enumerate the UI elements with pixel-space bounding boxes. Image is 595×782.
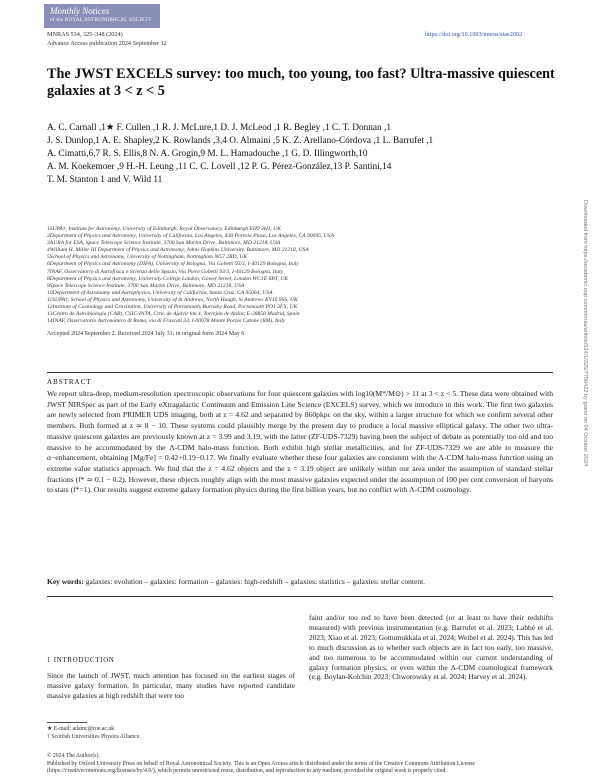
copyright-line1: © 2024 The Author(s).	[47, 753, 100, 759]
keywords	[47, 577, 557, 586]
doi-link[interactable]: https://doi.org/10.1093/mnras/stae2092	[425, 31, 523, 38]
affiliation: 13Centro de Astrobiología (CAB), CSIC-INTA, Ctra. de Ajalvir km 4, Torrejón de Ardoz, E-28850 Madrid, Spain	[47, 311, 300, 318]
paper-title: The JWST EXCELS survey: too much, too young, too fast? Ultra-massive quiescent galaxies at 3 < z < 5	[47, 66, 555, 99]
affiliation: 9Space Telescope Science Institute, 3700 San Martin Drive, Baltimore, MD 21218, USA	[47, 282, 245, 289]
affiliation: 5School of Physics and Astronomy, University of Nottingham, Nottingham NG7 2RD, UK	[47, 254, 248, 261]
affiliations	[47, 226, 567, 325]
abstract-text: We report ultra-deep, medium-resolution spectroscopic observations for four quiescent galaxies with log10(M*/M⊙) > 11 at 3 < z < 5. These data were obtained with JWST NIRSpec as part of the Early eXtragalactic Continuum and Emission Line Science (EXCELS) survey, which we introduce in this work. The first two galaxies are newly selected from PRIMER UDS imaging, both at z = 4.62 and separated by 860pkpc on the sky, within a larger structure for which we confirm several other members. Both formed at z ≃ 8 − 10. These systems could plausibly merge by the present day to produce a local massive elliptical galaxy. The other two ultra-massive quiescent galaxies are previously known at z = 3.99 and 3.19, with the latter (ZF-UDS-7329) having been the subject of debate as potentially too old and too massive to be accommodated by the Λ-CDM halo-mass function. Both exhibit high stellar metallicities, and for ZF-UDS-7329 we are able to measure the α−enhancement, obtaining [Mg/Fe] = 0.42+0.19−0.17. We finally evaluate whether these four galaxies are consistent with the Λ-CDM halo-mass function using an extreme value statistics approach. We find that the z = 4.62 objects and the z = 3.19 object are unlikely within our area under the assumption of standard stellar fractions (f* ≃ 0.1 − 0.2). However, these objects roughly align with the most massive galaxies expected under the assumption of 100 per cent conversion of baryons to stars (f*=1). Our results suggest extreme galaxy formation physics during the first billion years, but no conflict with Λ-CDM cosmology.	[47, 389, 553, 495]
logo-line1: Monthly Notices	[50, 6, 110, 16]
journal-logo	[44, 4, 160, 28]
received-dates: Accepted 2024 September 2. Received 2024 July 31; in original form 2024 May 6	[47, 331, 245, 337]
affiliation: 6Department of Physics and Astronomy (DIFA), University of Bologna, Via Gobetti 93/2, I-40129 Bologna, Italy	[47, 261, 299, 268]
affiliation: 7INAF, Osservatorio di Astrofisica e Scienza dello Spazio, Via Piero Gobetti 93/3, I-40129 Bologna, Italy	[47, 268, 284, 275]
copyright-notice	[47, 753, 553, 776]
citation-line	[47, 30, 167, 48]
keywords-list: galaxies: evolution – galaxies: formation – galaxies: high-redshift – galaxies: statistics – galaxies: stellar content.	[85, 577, 426, 586]
copyright-line2: Published by Oxford University Press on behalf of Royal Astronomical Society. This is an Open Access article distributed under the terms of the Creative Commons Attribution License (https://creativecommons.org/licenses/by/4.0/), which permits unrestricted reuse, distribution, and reproduction in any medium, provided the original work is properly cited.	[47, 760, 475, 775]
footnote-email[interactable]: ★ E-mail: adamc@roe.ac.uk	[47, 726, 115, 732]
section-heading: 1 INTRODUCTION	[47, 657, 115, 664]
author-line[interactable]: A. M. Koekemoer ,9 H.-H. Leung ,11 C. C. Lovell ,12 P. G. Pérez-González,13 P. Santini,14	[47, 162, 392, 172]
affiliation: 11SUPA†, School of Physics and Astronomy, University of St Andrews, North Haugh, St Andrews KY16 9SS, UK	[47, 296, 298, 303]
author-line[interactable]: A. Cimatti,6,7 R. S. Ellis,8 N. A. Grogin,9 M. L. Hamadouche ,1 G. D. Illingworth,10	[47, 149, 368, 159]
affiliation: 8Department of Physics and Astronomy, University College London, Gower Street, London WC1E 6BT, UK	[47, 275, 288, 282]
footnotes	[47, 722, 141, 741]
author-line[interactable]: J. S. Dunlop,1 A. E. Shapley,2 K. Rowlands ,3,4 O. Almaini ,5 K. Z. Arellano-Córdova ,1 L. Barrufet ,1	[47, 136, 434, 146]
affiliation: 2Department of Physics and Astronomy, University of California, Los Angeles, 430 Portola Plaza, Los Angeles, CA 90095, USA	[47, 233, 334, 240]
affiliation: 1SUPA†, Institute for Astronomy, University of Edinburgh, Royal Observatory, Edinburgh EH9 3HJ, UK	[47, 226, 281, 232]
affiliation: 4William H. Miller III Department of Physics and Astronomy, Johns Hopkins University, Baltimore, MD 21218, USA	[47, 247, 309, 254]
citation: MNRAS 534, 325–348 (2024)	[47, 31, 123, 38]
download-sidebar	[580, 200, 589, 630]
logo-line2: of the ROYAL ASTRONOMICAL SOCIETY	[50, 18, 153, 23]
download-notice: Downloaded from https://academic.oup.com/mnras/article/534/1/325/7756422 by guest on 04 October 2024	[582, 200, 588, 467]
abstract-top-divider	[47, 372, 553, 373]
advance-access: Advance Access publication 2024 September 12	[47, 40, 167, 47]
intro-column-left: Since the launch of JWST, much attention has focused on the earliest stages of massive galaxy formation. In particular, many studies have reported candidate massive galaxies at high redshift that were too	[47, 671, 295, 700]
footnote-divider	[47, 722, 87, 723]
affiliation: 3AURA for ESA, Space Telescope Science Institute, 3700 San Martin Drive, Baltimore, MD 21218, USA	[47, 240, 281, 247]
keywords-bottom-divider	[47, 596, 553, 597]
keywords-label: Key words:	[47, 577, 84, 586]
affiliation: 10Department of Astronomy and Astrophysics, University of California, Santa Cruz, CA 95064, USA	[47, 289, 273, 296]
affiliation: 12Institute of Cosmology and Gravitation, University of Portsmouth, Burnaby Road, Portsmouth PO1 3FX, UK	[47, 304, 298, 311]
author-line[interactable]: T. M. Stanton 1 and V. Wild 11	[47, 175, 163, 185]
abstract-heading: ABSTRACT	[47, 378, 92, 386]
intro-column-right: faint and/or too red to have been detected (or at least to have their redshifts measured) with previous instrumentation (e.g. Barrufet et al. 2023; Labbé et al. 2023; Xiao et al. 2023; Gottumukkala et al. 2024; Weibel et al. 2024). This has led to much discussion as to whether such objects are in fact too early, too massive, and too numerous to be accommodated within our current understanding of galaxy formation physics, or even within the Λ-CDM cosmological framework (e.g. Boylan-Kolchin 2023; Chworowsky et al. 2024; Harvey et al. 2024).	[309, 613, 554, 682]
affiliation: 14INAF, Osservatorio Astronomico di Roma, via di Frascati 33, I-00078 Monte Porzio Catone (RM), Italy	[47, 318, 286, 325]
author-list	[47, 122, 567, 187]
author-line[interactable]: A. C. Carnall ,1★ F. Cullen ,1 R. J. McLure,1 D. J. McLeod ,1 R. Begley ,1 C. T. Donnan ,1	[47, 123, 391, 133]
footnote-supa: † Scottish Universities Physics Alliance.	[47, 734, 141, 740]
